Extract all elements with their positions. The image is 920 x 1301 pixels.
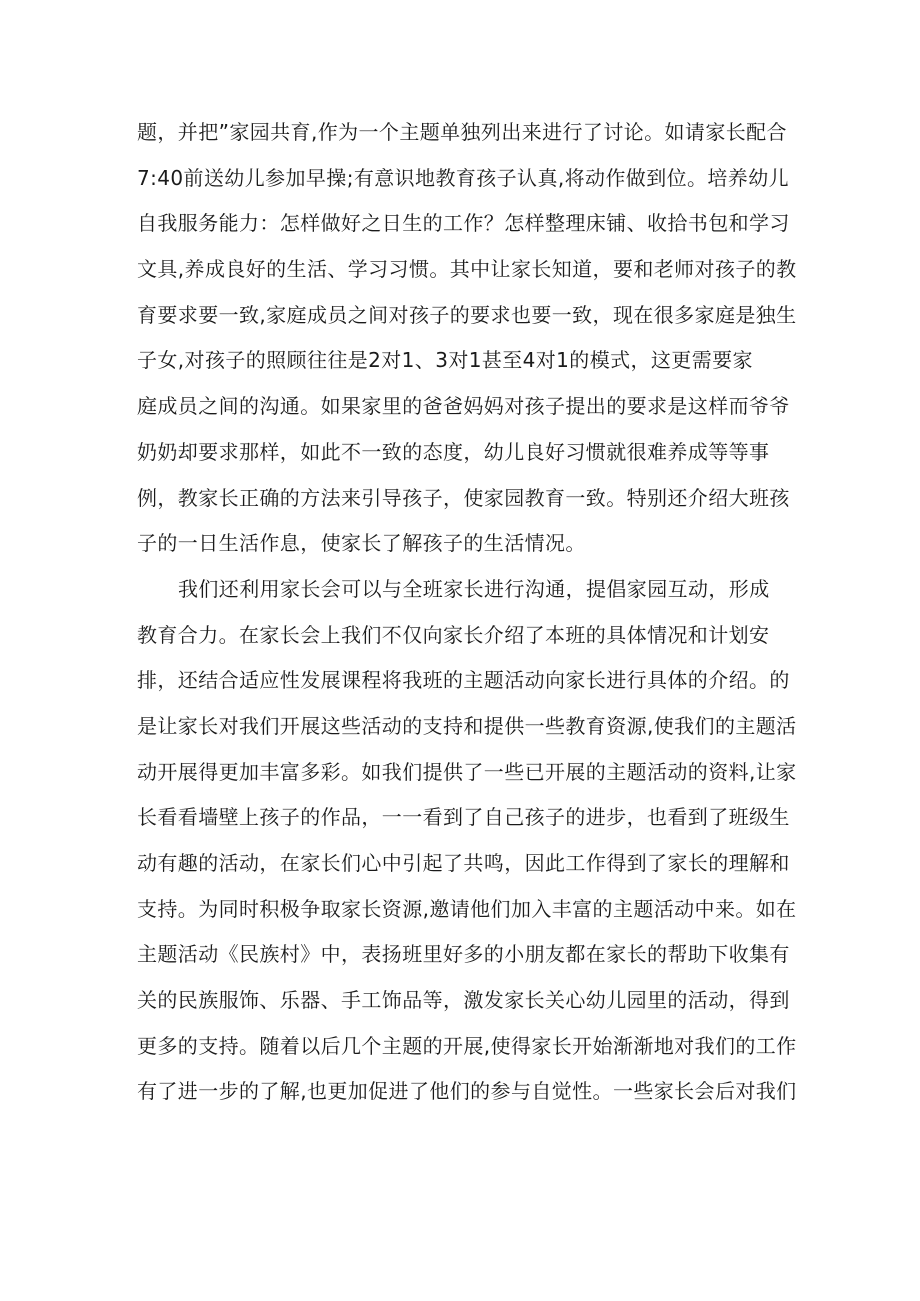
text-line: 排，还结合适应性发展课程将我班的主题活动向家长进行具体的介绍。的 xyxy=(137,668,790,693)
text-line: 例，教家长正确的方法来引导孩子，使家园教育一致。特别还介绍大班孩 xyxy=(137,485,790,510)
paragraph-1 xyxy=(137,110,797,567)
text-line: 动有趣的活动，在家长们心中引起了共鸣，因此工作得到了家长的理解和 xyxy=(137,851,790,875)
text-line: 关的民族服饰、乐器、手工饰品等，激发家长关心幼儿园里的活动，得到 xyxy=(137,988,790,1013)
text-line: 7:40前送幼儿参加早操;有意识地教育孩子认真,将动作做到位。培养幼儿 xyxy=(137,165,790,190)
text-line: 文具,养成良好的生活、学习习惯。其中让家长知道，要和老师对孩子的教 xyxy=(137,257,797,282)
text-line: 子女,对孩子的照顾往往是2对1、3对1甚至4对1的模式，这更需要家 xyxy=(137,348,753,373)
body-text xyxy=(137,110,797,1115)
paragraph-2 xyxy=(137,567,797,1115)
text-line: 更多的支持。随着以后几个主题的开展,使得家长开始渐渐地对我们的工作 xyxy=(137,1033,797,1058)
text-line: 自我服务能力：怎样做好之日生的工作？怎样整理床铺、收拾书包和学习 xyxy=(137,211,790,236)
text-line: 奶奶却要求那样，如此不一致的态度，幼儿良好习惯就很难养成等等事 xyxy=(137,439,770,464)
text-line: 动开展得更加丰富多彩。如我们提供了一些已开展的主题活动的资料,让家 xyxy=(137,759,797,784)
text-line: 子的一日生活作息，使家长了解孩子的生活情况。 xyxy=(137,531,586,556)
text-line: 长看看墙壁上孩子的作品，一一看到了自己孩子的进步，也看到了班级生 xyxy=(137,805,790,830)
text-line: 支持。为同时积极争取家长资源,邀请他们加入丰富的主题活动中来。如在 xyxy=(137,896,797,921)
text-line: 主题活动《民族村》中，表扬班里好多的小朋友都在家长的帮助下收集有 xyxy=(137,942,790,967)
text-line: 育要求要一致,家庭成员之间对孩子的要求也要一致，现在很多家庭是独生 xyxy=(137,302,797,327)
text-line: 题，并把”家园共育,作为一个主题单独列出来进行了讨论。如请家长配合 xyxy=(137,120,787,144)
text-line: 有了进一步的了解,也更加促进了他们的参与自觉性。一些家长会后对我们 xyxy=(137,1079,797,1104)
text-line: 庭成员之间的沟通。如果家里的爸爸妈妈对孩子提出的要求是这样而爷爷 xyxy=(137,394,790,419)
text-line: 我们还利用家长会可以与全班家长进行沟通，提倡家园互动，形成 xyxy=(178,576,770,601)
text-line: 教育合力。在家长会上我们不仅向家长介绍了本班的具体情况和计划安 xyxy=(137,622,770,647)
text-line: 是让家长对我们开展这些活动的支持和提供一些教育资源,使我们的主题活 xyxy=(137,713,797,738)
